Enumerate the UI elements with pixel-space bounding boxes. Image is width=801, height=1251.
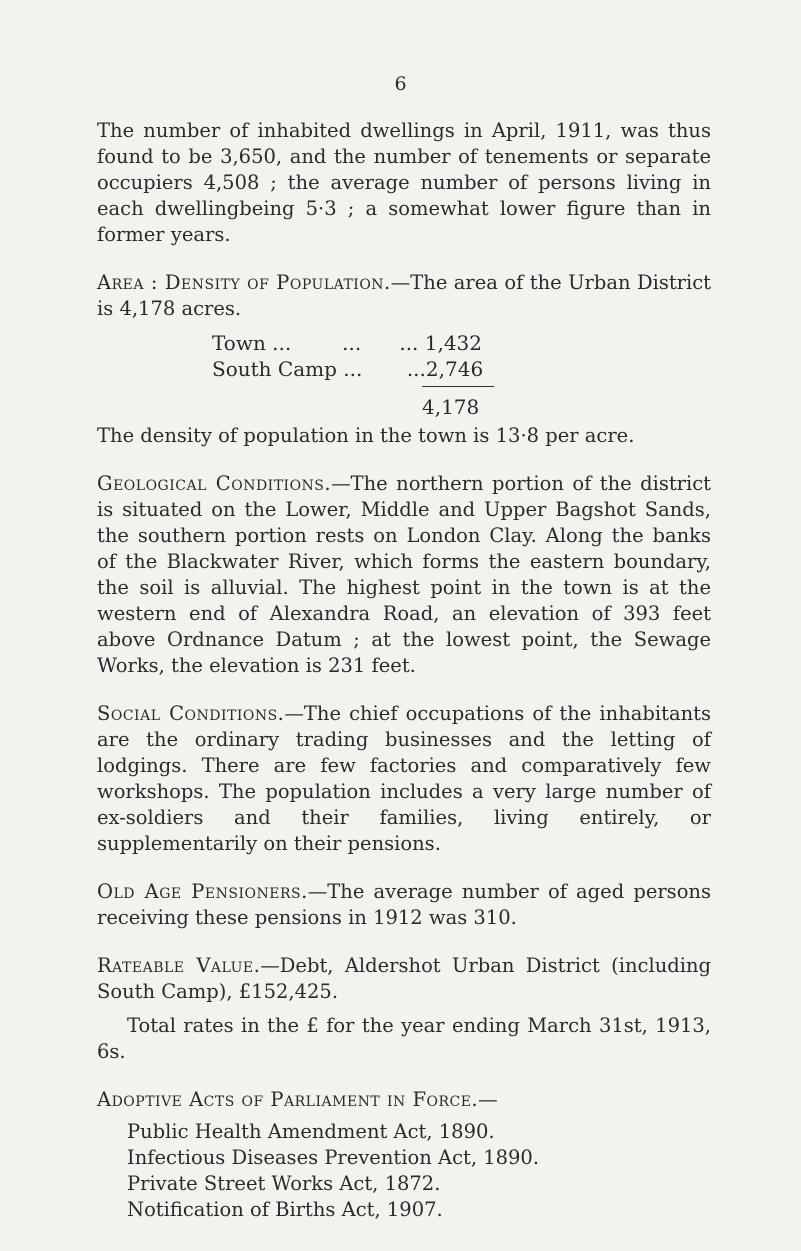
area-heading: Area : Density of Population. (97, 271, 391, 294)
acts-dash: — (478, 1088, 498, 1111)
pensioners-text: —The average number of aged persons receiving these pensions in 1912 was 310. (97, 880, 711, 929)
act-item: Private Street Works Act, 1872. (127, 1172, 441, 1195)
acts-list (127, 1119, 711, 1223)
area-label: Town ... ... ... (212, 331, 419, 355)
act-item: Infectious Diseases Prevention Act, 1890. (127, 1146, 540, 1169)
rateable-paragraph (97, 953, 711, 1005)
area-text: —The area of the Urban District is 4,178 acres. (97, 271, 711, 320)
area-label: South Camp ... ... (212, 357, 426, 381)
rates-paragraph: Total rates in the £ for the year ending March 31st, 1913, 6s. (97, 1014, 711, 1063)
pensioners-paragraph (97, 879, 711, 931)
area-paragraph (97, 270, 711, 322)
geological-text: —The northern portion of the district is situated on the Lower, Middle and Upper Bagshot Sands, the southern portion rests on London Clay. Along the banks of the Blackwater River, which forms the eastern boundary, the soil is alluvial. The highest point in the town is at the western end of Alexandra Road, an elevation of 393 feet above Ordnance Datum ; at the lowest point, the Sewage Works, the elevation is 231 feet. (97, 472, 711, 677)
rateable-text: —Debt, Aldershot Urban District (including South Camp), £152,425. (97, 954, 712, 1003)
rateable-heading: Rateable Value. (97, 954, 261, 977)
social-paragraph (97, 701, 711, 857)
dwellings-paragraph: The number of inhabited dwellings in April, 1911, was thus found to be 3,650, and the number of tenements or separate occupiers 4,508 ; the average number of persons living in each dwellingbeing 5·3 ; a somewhat lower figure than in former years. (97, 119, 711, 246)
geological-paragraph (97, 471, 711, 679)
acts-paragraph (97, 1087, 711, 1113)
page-body (97, 118, 711, 1223)
social-heading: Social Conditions. (97, 702, 285, 725)
area-total: 4,178 (422, 395, 480, 419)
page-number: 6 (394, 73, 407, 95)
acts-heading: Adoptive Acts of Parliament in Force. (97, 1088, 479, 1111)
pensioners-heading: Old Age Pensioners. (97, 880, 308, 903)
geological-heading: Geological Conditions. (97, 472, 332, 495)
density-paragraph: The density of population in the town is 13·8 per acre. (97, 424, 635, 447)
area-row-town (212, 330, 482, 356)
act-item: Notification of Births Act, 1907. (127, 1198, 443, 1221)
area-row-south-camp (212, 356, 482, 382)
area-value: 1,432 (424, 331, 482, 355)
area-value: 2,746 (425, 357, 484, 381)
act-item: Public Health Amendment Act, 1890. (127, 1120, 495, 1143)
area-table (212, 330, 482, 423)
social-text: —The chief occupations of the inhabitants are the ordinary trading businesses and the letting of lodgings. There are few factories and comparatively few workshops. The population includes a very large number of ex-soldiers and their families, living entirely, or supplementarily on their pensions. (97, 702, 711, 855)
